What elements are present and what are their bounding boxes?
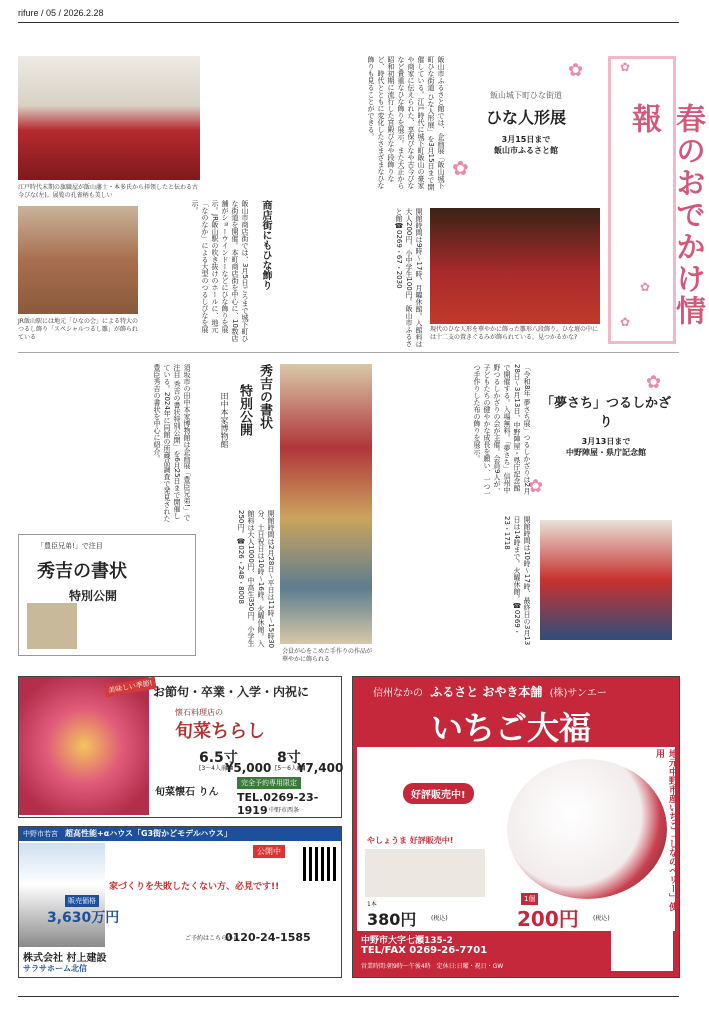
yumesachi-body: 「令和8年 夢さち展」つるしかざりは2月28日〜3月13日、中野陣屋・県庁記念館で開催する。入場無料。「夢さち」信州中野つるしかざりの会が主催。会員9人が、子どもたちの健やかな成長を願い、一つ一つ手作りした布の飾りを展示。 bbox=[473, 364, 531, 497]
hideyoshi-box bbox=[18, 534, 196, 656]
photo2-caption: 現代のひな人形を華やかに飾った雛形八段飾り。ひな壇の中には十二支の置きぐるみが飾られている。見つかるかな? bbox=[430, 326, 599, 341]
ad3-status: 公開中 bbox=[253, 845, 285, 858]
ad2-tax-single: (税込) bbox=[593, 915, 610, 922]
chirashi-photo bbox=[19, 677, 149, 815]
hina-article-body-2: 開館時間は9時〜17時、月曜休館。入館料は大人200円、小中学生100円。飯山市ふるさと館☎0269・67・2030 bbox=[395, 208, 423, 348]
ad3-tel-label: ご予約はこちらから bbox=[185, 935, 240, 942]
ad3-price-label: 販売価格 bbox=[65, 895, 99, 907]
yashoma-image bbox=[365, 849, 485, 897]
hina-kicker: 飯山城下町ひな街道 bbox=[490, 91, 562, 100]
ad2-tax-pack: (税込) bbox=[431, 915, 448, 922]
ad2-product: いちご大福 bbox=[431, 709, 592, 747]
flower-icon: ✿ bbox=[452, 156, 469, 180]
yumesachi-title: 「夢さち」つるしかざり bbox=[540, 396, 671, 430]
hina-title: ひな人形展 bbox=[485, 108, 566, 127]
hideyoshi-sub: 特別公開 bbox=[237, 384, 252, 436]
header-rule bbox=[18, 22, 679, 23]
hideyoshi-heading bbox=[198, 364, 274, 494]
ad1-note2: [5〜6人前] bbox=[275, 765, 306, 772]
ad2-company: (株)サンエー bbox=[549, 688, 607, 699]
ad1-size2: 8寸 bbox=[277, 750, 301, 766]
flower-icon: ✿ bbox=[640, 280, 651, 294]
ad1-address: 中野市西条 bbox=[269, 807, 300, 814]
ad1-badge: 美味しい季節! bbox=[104, 677, 156, 698]
flower-icon: ✿ bbox=[646, 372, 662, 393]
daifuku-image bbox=[507, 759, 667, 899]
hina-date: 3月15日まで bbox=[501, 135, 551, 144]
ad1-tel: TEL.0269-23-1919 bbox=[237, 791, 319, 817]
hina-event-heading bbox=[452, 68, 600, 188]
ad3-subline: 家づくりを失敗したくない方、必見です!! bbox=[109, 882, 280, 892]
flower-icon: ✿ bbox=[620, 60, 631, 74]
ad2-tel: TEL/FAX 0269-26-7701 bbox=[361, 945, 488, 956]
issue-header: rifure / 05 / 2026.2.28 bbox=[18, 8, 104, 18]
letter-image bbox=[27, 603, 77, 649]
ad2-hours-line bbox=[361, 961, 503, 970]
ad2-pack-unit: 1本 bbox=[367, 901, 377, 908]
yumesachi-date: 3月13日まで bbox=[581, 437, 631, 446]
ad2-address: 中野市大字七瀬135-2 bbox=[361, 936, 453, 946]
dan-kazari-photo bbox=[430, 208, 600, 324]
ad3-price: 3,630万円 bbox=[47, 910, 120, 926]
ad2-price-pack: 380円 bbox=[367, 910, 417, 929]
chirashi-ad bbox=[18, 676, 342, 818]
ad2-closed: 定休日:日曜・祝日・GW bbox=[436, 963, 504, 970]
ad2-vertical-note: 地元中野市産いちご「しなのベリー」使用 bbox=[654, 749, 677, 911]
ad1-price1: ¥5,000 bbox=[225, 761, 272, 775]
tsurushi-bina-photo bbox=[18, 206, 138, 314]
flower-icon: ✿ bbox=[620, 315, 631, 329]
hideyoshi-box-kicker: 「豊臣兄弟!」で注目 bbox=[37, 542, 103, 550]
section-rule bbox=[18, 352, 679, 353]
ad2-prefix-line bbox=[373, 683, 607, 700]
ichigo-daifuku-ad bbox=[352, 676, 680, 978]
ad1-headline: お節句・卒業・入学・内祝に bbox=[153, 685, 310, 699]
yumesachi-body-2: 開館時間は10時〜17時、最終日の3月13日は14時まで。火曜休館。☎0269・23・1718 bbox=[503, 516, 531, 646]
house-ad bbox=[18, 826, 342, 978]
shoten-title: 商店街にもひな飾り bbox=[260, 200, 271, 290]
ad2-photo-area bbox=[357, 747, 675, 931]
ad1-note1: [3〜4人前] bbox=[199, 765, 230, 772]
flower-icon: ✿ bbox=[528, 476, 544, 497]
hideyoshi-kicker: 田中本家博物館 bbox=[220, 392, 229, 448]
ad2-brand: ふるさと おやき本舗 bbox=[430, 685, 543, 699]
ad2-hours: 営業時間:朝9時〜午後4時 bbox=[361, 963, 431, 970]
ad3-brand: サラサホーム北信 bbox=[23, 964, 87, 973]
ad2-single-unit: 1個 bbox=[521, 893, 538, 905]
ad1-price2: ¥7,400 bbox=[297, 761, 344, 775]
hideyoshi-box-sub: 特別公開 bbox=[69, 589, 118, 603]
hina-article-body: 飯山市ふるさと館では、企画展「飯山城下町ひな街道 ひな人形展」を3月15日まで開催している。江戸時代に城下町飯山の豪家や商家に伝えられた、享保びなや古今びななど貴重なひな飾りを展示。また大正から昭和初期に流行した宮殿びなや段飾りなど、時代とともに変化したさまざまなひな飾りも見ることができる。 bbox=[367, 56, 445, 191]
ad2-pack-label: やしょうま 好評販売中! bbox=[367, 836, 454, 845]
ad1-product: 旬菜ちらし bbox=[175, 721, 265, 742]
photo4-caption: 会員が心をこめた手作りの作品が華やかに飾られる bbox=[282, 648, 373, 663]
hina-venue: 飯山市ふるさと館 bbox=[494, 146, 558, 155]
photo3-caption: JR飯山駅には地元「ひなの会」による特大のつるし飾り「スペシャルつるし雛」が飾られている bbox=[18, 318, 138, 341]
ad3-headline: 超高性能+αハウス「G3街かどモデルハウス」 bbox=[65, 829, 232, 838]
ad1-reservation: 完全予約専用限定 bbox=[237, 777, 301, 789]
ad1-shop-desc: 懐石料理店の bbox=[175, 708, 223, 717]
ad1-shop-name: 旬菜懐石 りん bbox=[155, 787, 219, 798]
hina-doll-photo bbox=[18, 56, 200, 180]
hideyoshi-body: 須坂市の田中本家博物館は企画展「豊臣兄弟!」で注目 秀吉の書状特別公開」を6月25日まで開催している。2024年に同館の所蔵品調査で発見された豊臣秀吉の書状を中心に紹介。 bbox=[153, 364, 191, 522]
hideyoshi-title: 秀吉の書状 bbox=[257, 364, 272, 429]
qr-code-icon bbox=[303, 847, 337, 881]
ad1-size1: 6.5寸 bbox=[199, 750, 238, 766]
ad3-company: 株式会社 村上建設 bbox=[23, 953, 107, 964]
hideyoshi-body-2: 開館時間は2月28日〜平日は11時〜15時30分、土日祝日は10時〜16時。火曜休館。入館料は大人1000円、中高生350円、小学生250円。☎026・248・8008 bbox=[237, 510, 275, 649]
hideyoshi-box-title: 秀吉の書状 bbox=[37, 561, 127, 582]
flower-icon: ✿ bbox=[568, 60, 584, 81]
yumesachi-venue: 中野陣屋・県庁記念館 bbox=[566, 448, 646, 457]
ad2-map bbox=[611, 931, 673, 971]
ad3-tel: 0120-24-1585 bbox=[225, 931, 311, 944]
ad2-prefix: 信州なかの bbox=[373, 688, 423, 699]
shoten-body: 飯山市商店街では、3月5日ごろまで城下町ひな街道を開催。本町商店街を中心に、10数店舗がショーウインドーなどにひな飾りを展示。JR飯山駅の吹き抜けのホールに、地元「なのなか」による大型のつるしびなを展示。 bbox=[191, 200, 249, 342]
feature-title: 春のおでかけ情報 bbox=[626, 103, 705, 327]
footer-rule bbox=[18, 996, 679, 997]
feature-title-box bbox=[608, 56, 705, 344]
ad2-status: 好評販売中! bbox=[403, 783, 474, 804]
photo1-caption: 江戸時代末期の旗職屋が飯山藩士・本多氏から拝領したと伝わる古今びな(左)。展覧の孔雀柄も美しい bbox=[18, 184, 199, 199]
yumesachi-photo bbox=[280, 364, 372, 644]
ad2-price-single: 200円 bbox=[517, 907, 579, 931]
ad3-kicker: 中野市若宮 bbox=[23, 830, 58, 838]
karakuri-photo bbox=[540, 520, 672, 640]
